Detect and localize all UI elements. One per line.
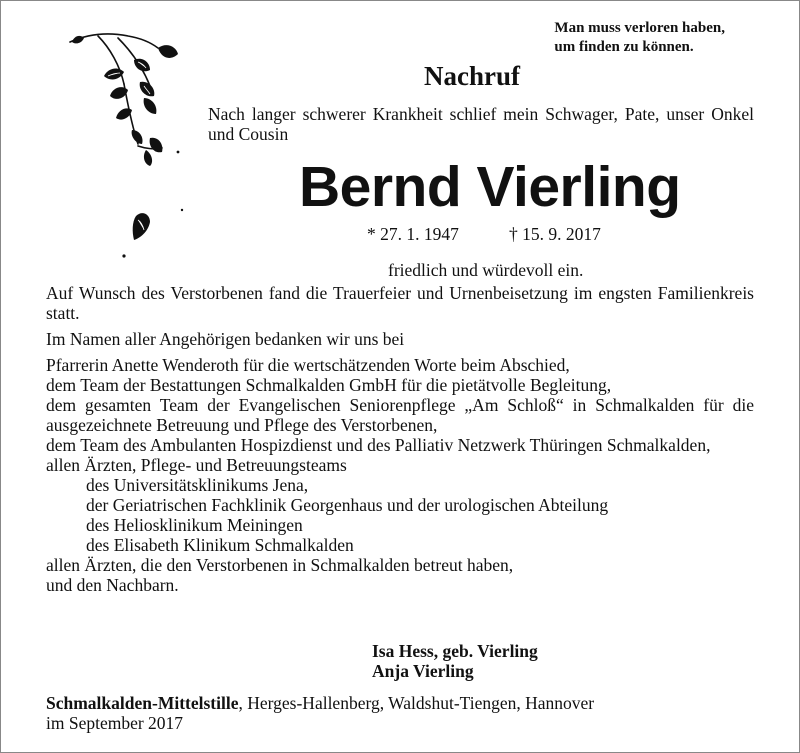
place-rest: , Herges-Hallenberg, Waldshut-Tiengen, Hannover <box>238 693 595 713</box>
place-and-date <box>46 693 594 733</box>
thanks-line: dem Team der Bestattungen Schmalkalden GmbH für die pietätvolle Begleitung, <box>46 375 612 395</box>
signature-name: Isa Hess, geb. Vierling <box>372 641 538 661</box>
paragraph: Im Namen aller Angehörigen bedanken wir uns bei <box>46 329 405 349</box>
motto <box>554 19 725 57</box>
signature-name: Anja Vierling <box>372 661 474 681</box>
thanks-line: und den Nachbarn. <box>46 575 179 595</box>
paragraph: Auf Wunsch des Verstorbenen fand die Trauerfeier und Urnenbeisetzung im engsten Familienkreis statt. <box>46 283 754 323</box>
birch-branch-icon <box>58 26 188 266</box>
thanks-line: dem gesamten Team der Evangelischen Seniorenpflege „Am Schloß“ in Schmalkalden für die ausgezeichnete Betreuung und Pflege des Verstorbenen, <box>46 395 754 435</box>
place-bold: Schmalkalden-Mittelstille <box>46 693 239 713</box>
body-text <box>46 283 754 595</box>
birth-date: * 27. 1. 1947 <box>367 224 459 244</box>
sub-thanks-line: des Elisabeth Klinikum Schmalkalden <box>86 535 354 555</box>
sub-thanks-line: der Geriatrischen Fachklinik Georgenhaus und der urologischen Abteilung <box>86 495 609 515</box>
sub-thanks-line: des Heliosklinikum Meiningen <box>86 515 303 535</box>
motto-line: um finden zu können. <box>554 39 694 55</box>
intro-end-text: friedlich und würdevoll ein. <box>388 260 584 280</box>
thanks-line: allen Ärzten, Pflege- und Betreuungsteams <box>46 455 347 475</box>
heading: Nachruf <box>424 61 520 91</box>
thanks-line: allen Ärzten, die den Verstorbenen in Schmalkalden betreut haben, <box>46 555 514 575</box>
thanks-line: dem Team des Ambulanten Hospizdienst und des Palliativ Netzwerk Thüringen Schmalkalden, <box>46 435 711 455</box>
intro-text: Nach langer schwerer Krankheit schlief mein Schwager, Pate, unser Onkel und Cousin <box>208 104 754 144</box>
deceased-name: Bernd Vierling <box>299 155 681 219</box>
date-line: im September 2017 <box>46 713 184 733</box>
thanks-line: Pfarrerin Anette Wenderoth für die wertschätzenden Worte beim Abschied, <box>46 355 570 375</box>
signatures <box>372 641 538 681</box>
sub-thanks-line: des Universitätsklinikums Jena, <box>86 475 309 495</box>
motto-line: Man muss verloren haben, <box>554 20 725 36</box>
death-date: † 15. 9. 2017 <box>509 224 601 244</box>
places-line <box>46 693 594 713</box>
